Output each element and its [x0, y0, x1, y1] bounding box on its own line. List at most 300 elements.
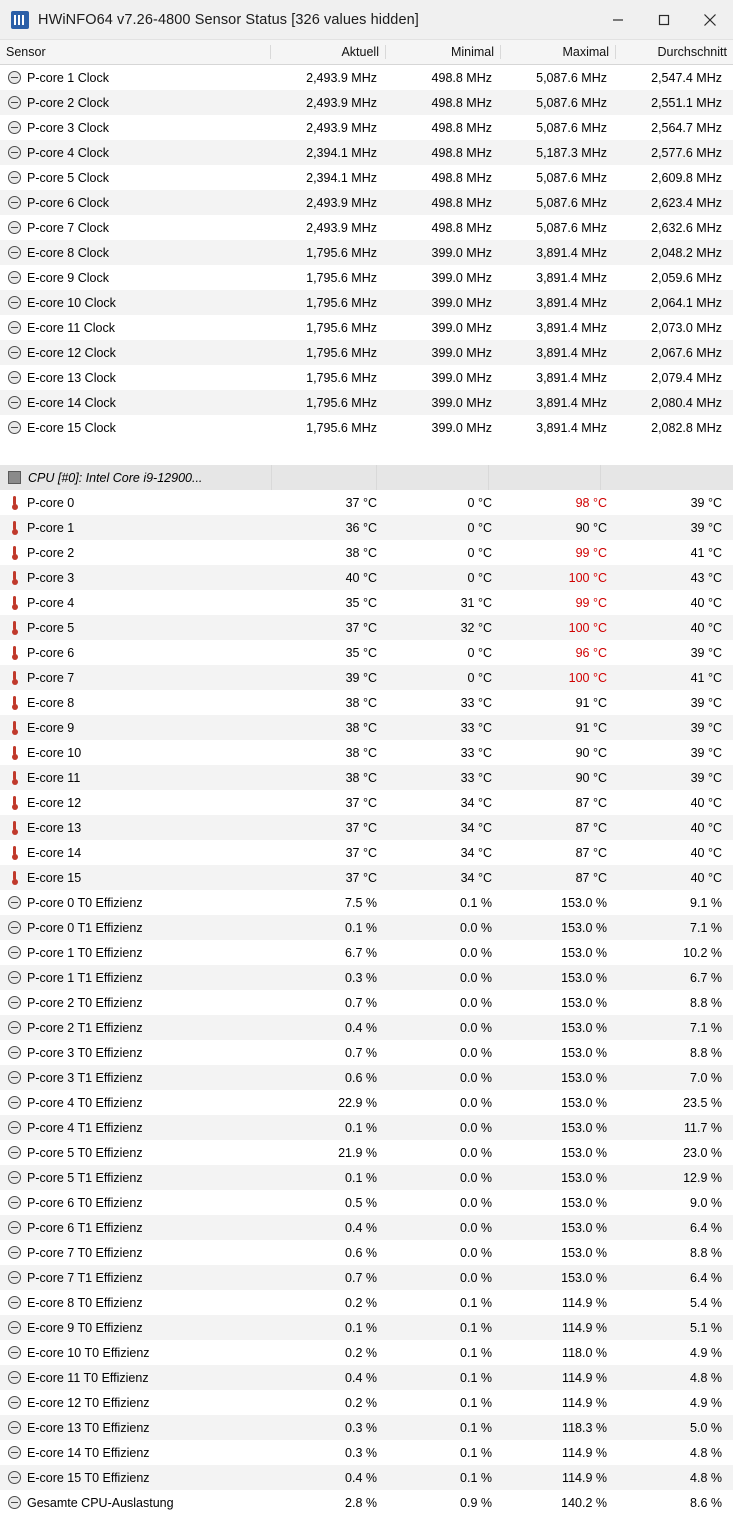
value-current: 21.9 %: [338, 1145, 377, 1160]
table-row[interactable]: [0, 90, 733, 115]
sensor-label: E-core 10: [27, 745, 82, 760]
value-average: 2,059.6 MHz: [651, 270, 722, 285]
sensor-label: E-core 13 T0 Effizienz: [27, 1420, 150, 1435]
value-average: 2,067.6 MHz: [651, 345, 722, 360]
table-row[interactable]: [0, 615, 733, 640]
clock-icon: [8, 171, 21, 184]
value-minimum: 0.0 %: [460, 1270, 492, 1285]
value-maximum: 5,087.6 MHz: [536, 170, 607, 185]
sensor-label: P-core 7 T0 Effizienz: [27, 1245, 143, 1260]
table-row[interactable]: [0, 315, 733, 340]
value-average: 8.8 %: [690, 1245, 722, 1260]
value-average: 12.9 %: [683, 1170, 722, 1185]
sensor-label: P-core 0 T0 Effizienz: [27, 895, 143, 910]
value-average: 8.8 %: [690, 995, 722, 1010]
value-current: 40 °C: [345, 570, 377, 585]
sensor-name-cell: [0, 671, 271, 685]
sensor-label: P-core 7 T1 Effizienz: [27, 1270, 143, 1285]
table-row[interactable]: [0, 815, 733, 840]
sensor-table: [0, 65, 733, 1515]
clock-icon: [8, 146, 21, 159]
value-minimum: 0.1 %: [460, 1470, 492, 1485]
value-minimum: 0.1 %: [460, 1345, 492, 1360]
sensor-name-cell: [0, 1296, 271, 1310]
value-maximum: 90 °C: [575, 520, 607, 535]
value-maximum: 114.9 %: [562, 1445, 607, 1460]
column-header-minimum[interactable]: Minimal: [386, 45, 501, 59]
value-current: 0.6 %: [345, 1245, 377, 1260]
value-maximum: 153.0 %: [561, 1270, 607, 1285]
sensor-label: P-core 1 T1 Effizienz: [27, 970, 143, 985]
table-row[interactable]: [0, 490, 733, 515]
value-maximum: 3,891.4 MHz: [536, 420, 607, 435]
temperature-icon: [8, 571, 21, 584]
table-row[interactable]: [0, 790, 733, 815]
value-maximum: 118.0 %: [562, 1345, 607, 1360]
table-row[interactable]: [0, 1090, 733, 1115]
value-maximum: 153.0 %: [561, 1095, 607, 1110]
value-maximum: 87 °C: [575, 870, 607, 885]
value-current: 2,394.1 MHz: [306, 145, 377, 160]
value-minimum: 0 °C: [467, 545, 492, 560]
value-minimum: 0.0 %: [460, 1095, 492, 1110]
value-average: 2,073.0 MHz: [651, 320, 722, 335]
value-current: 0.2 %: [345, 1395, 377, 1410]
value-average: 2,079.4 MHz: [651, 370, 722, 385]
value-average: 7.1 %: [690, 1020, 722, 1035]
table-row[interactable]: [0, 240, 733, 265]
value-maximum: 5,087.6 MHz: [536, 195, 607, 210]
table-row[interactable]: [0, 365, 733, 390]
value-minimum: 0.0 %: [460, 1170, 492, 1185]
sensor-name-cell: [0, 821, 271, 835]
temperature-icon: [8, 846, 21, 859]
sensor-label: E-core 8 Clock: [27, 245, 109, 260]
value-minimum: 0.0 %: [460, 1045, 492, 1060]
value-maximum: 90 °C: [575, 770, 607, 785]
sensor-name-cell: [0, 1496, 271, 1510]
value-average: 2,082.8 MHz: [651, 420, 722, 435]
table-row[interactable]: [0, 1140, 733, 1165]
value-current: 1,795.6 MHz: [306, 270, 377, 285]
sensor-name-cell: [0, 1096, 271, 1110]
value-current: 0.2 %: [345, 1345, 377, 1360]
value-maximum: 100 °C: [568, 670, 607, 685]
value-minimum: 0.0 %: [460, 1195, 492, 1210]
value-maximum: 3,891.4 MHz: [536, 345, 607, 360]
temperature-icon: [8, 821, 21, 834]
sensor-name-cell: [0, 871, 271, 885]
sensor-name-cell: [0, 1146, 271, 1160]
value-maximum: 153.0 %: [561, 920, 607, 935]
table-row[interactable]: [0, 290, 733, 315]
hwinfo-icon: [11, 11, 29, 29]
temperature-icon: [8, 521, 21, 534]
sensor-label: E-core 14: [27, 845, 82, 860]
window-title: HWiNFO64 v7.26-4800 Sensor Status [326 values hidden]: [38, 11, 419, 28]
value-current: 37 °C: [345, 820, 377, 835]
value-maximum: 91 °C: [575, 720, 607, 735]
close-icon[interactable]: [687, 0, 733, 40]
value-minimum: 0.0 %: [460, 1245, 492, 1260]
value-maximum: 99 °C: [575, 545, 607, 560]
table-row[interactable]: [0, 1240, 733, 1265]
value-average: 2,632.6 MHz: [651, 220, 722, 235]
sensor-label: P-core 0: [27, 495, 75, 510]
sensor-label: E-core 15 T0 Effizienz: [27, 1470, 150, 1485]
value-maximum: 114.9 %: [562, 1370, 607, 1385]
value-current: 2.8 %: [345, 1495, 377, 1510]
value-maximum: 98 °C: [575, 495, 607, 510]
sensor-label: E-core 15: [27, 870, 82, 885]
clock-icon: [8, 1096, 21, 1109]
table-spacer: [0, 440, 733, 465]
table-row[interactable]: [0, 1490, 733, 1515]
sensor-name-cell: [0, 921, 271, 935]
value-average: 40 °C: [690, 620, 722, 635]
value-minimum: 0.0 %: [460, 945, 492, 960]
sensor-name-cell: [0, 1346, 271, 1360]
table-row[interactable]: [0, 640, 733, 665]
value-maximum: 153.0 %: [561, 895, 607, 910]
value-minimum: 0 °C: [467, 495, 492, 510]
value-minimum: 34 °C: [460, 820, 492, 835]
table-row[interactable]: [0, 1415, 733, 1440]
value-average: 6.4 %: [690, 1220, 722, 1235]
table-row[interactable]: [0, 540, 733, 565]
value-minimum: 0.0 %: [460, 1120, 492, 1135]
value-minimum: 498.8 MHz: [431, 195, 492, 210]
value-current: 38 °C: [345, 545, 377, 560]
column-header-current[interactable]: Aktuell: [271, 45, 386, 59]
value-average: 2,577.6 MHz: [651, 145, 722, 160]
value-average: 4.9 %: [690, 1345, 722, 1360]
minimize-icon[interactable]: [595, 0, 641, 40]
sensor-group-header[interactable]: [0, 465, 733, 490]
value-current: 6.7 %: [345, 945, 377, 960]
value-average: 39 °C: [690, 745, 722, 760]
value-maximum: 153.0 %: [561, 970, 607, 985]
table-row[interactable]: [0, 740, 733, 765]
value-minimum: 498.8 MHz: [431, 145, 492, 160]
table-row[interactable]: [0, 590, 733, 615]
sensor-label: E-core 10 T0 Effizienz: [27, 1345, 150, 1360]
sensor-name-cell: [0, 971, 271, 985]
sensor-name-cell: [0, 571, 271, 585]
value-maximum: 153.0 %: [561, 1120, 607, 1135]
value-minimum: 399.0 MHz: [431, 370, 492, 385]
table-row[interactable]: [0, 1190, 733, 1215]
column-header-sensor[interactable]: Sensor: [0, 45, 271, 59]
value-average: 39 °C: [690, 495, 722, 510]
value-maximum: 3,891.4 MHz: [536, 295, 607, 310]
table-row[interactable]: [0, 1340, 733, 1365]
value-average: 2,623.4 MHz: [651, 195, 722, 210]
value-average: 7.0 %: [690, 1070, 722, 1085]
value-maximum: 153.0 %: [561, 1170, 607, 1185]
value-maximum: 153.0 %: [561, 1020, 607, 1035]
value-current: 39 °C: [345, 670, 377, 685]
value-current: 37 °C: [345, 795, 377, 810]
table-row[interactable]: [0, 565, 733, 590]
sensor-name-cell: [0, 146, 271, 160]
sensor-name-cell: [0, 496, 271, 510]
sensor-label: E-core 15 Clock: [27, 420, 116, 435]
sensor-label: P-core 4: [27, 595, 75, 610]
temperature-icon: [8, 621, 21, 634]
sensor-name-cell: [0, 996, 271, 1010]
value-minimum: 34 °C: [460, 795, 492, 810]
table-row[interactable]: [0, 940, 733, 965]
sensor-label: P-core 6 Clock: [27, 195, 109, 210]
value-minimum: 498.8 MHz: [431, 170, 492, 185]
sensor-label: P-core 7: [27, 670, 75, 685]
value-minimum: 0.0 %: [460, 1145, 492, 1160]
table-row[interactable]: [0, 1365, 733, 1390]
table-row[interactable]: [0, 915, 733, 940]
sensor-label: P-core 2 Clock: [27, 95, 109, 110]
sensor-name-cell: [0, 271, 271, 285]
temperature-icon: [8, 771, 21, 784]
value-maximum: 5,187.3 MHz: [536, 145, 607, 160]
value-current: 0.3 %: [345, 1445, 377, 1460]
value-average: 5.4 %: [690, 1295, 722, 1310]
table-row[interactable]: [0, 1315, 733, 1340]
table-row[interactable]: [0, 1065, 733, 1090]
value-average: 2,564.7 MHz: [651, 120, 722, 135]
value-current: 0.7 %: [345, 995, 377, 1010]
value-current: 7.5 %: [345, 895, 377, 910]
value-minimum: 0.1 %: [460, 1295, 492, 1310]
clock-icon: [8, 1446, 21, 1459]
sensor-name-cell: [0, 171, 271, 185]
value-minimum: 0.0 %: [460, 920, 492, 935]
table-row[interactable]: [0, 265, 733, 290]
value-current: 0.1 %: [345, 1320, 377, 1335]
clock-icon: [8, 1421, 21, 1434]
clock-icon: [8, 1221, 21, 1234]
table-row[interactable]: [0, 415, 733, 440]
clock-icon: [8, 1246, 21, 1259]
value-maximum: 153.0 %: [561, 1245, 607, 1260]
table-row[interactable]: [0, 715, 733, 740]
table-row[interactable]: [0, 1215, 733, 1240]
temperature-icon: [8, 871, 21, 884]
sensor-label: E-core 9 Clock: [27, 270, 109, 285]
temperature-icon: [8, 546, 21, 559]
value-minimum: 31 °C: [460, 595, 492, 610]
value-average: 2,048.2 MHz: [651, 245, 722, 260]
value-minimum: 0 °C: [467, 670, 492, 685]
value-maximum: 140.2 %: [561, 1495, 607, 1510]
table-row[interactable]: [0, 65, 733, 90]
table-row[interactable]: [0, 840, 733, 865]
table-row[interactable]: [0, 865, 733, 890]
value-current: 0.5 %: [345, 1195, 377, 1210]
table-row[interactable]: [0, 990, 733, 1015]
value-current: 0.1 %: [345, 1170, 377, 1185]
sensor-name-cell: [0, 621, 271, 635]
clock-icon: [8, 1346, 21, 1359]
value-average: 4.9 %: [690, 1395, 722, 1410]
sensor-name-cell: [0, 1196, 271, 1210]
table-row[interactable]: [0, 890, 733, 915]
clock-icon: [8, 971, 21, 984]
value-minimum: 0 °C: [467, 645, 492, 660]
value-average: 7.1 %: [690, 920, 722, 935]
clock-icon: [8, 921, 21, 934]
table-row[interactable]: [0, 1265, 733, 1290]
clock-icon: [8, 221, 21, 234]
value-average: 40 °C: [690, 870, 722, 885]
value-maximum: 3,891.4 MHz: [536, 395, 607, 410]
sensor-name-cell: [0, 1396, 271, 1410]
temperature-icon: [8, 496, 21, 509]
sensor-name-cell: [0, 71, 271, 85]
clock-icon: [8, 1071, 21, 1084]
value-current: 2,493.9 MHz: [306, 220, 377, 235]
value-current: 35 °C: [345, 595, 377, 610]
value-maximum: 114.9 %: [562, 1320, 607, 1335]
table-row[interactable]: [0, 390, 733, 415]
table-row[interactable]: [0, 215, 733, 240]
table-row[interactable]: [0, 515, 733, 540]
value-current: 1,795.6 MHz: [306, 245, 377, 260]
temperature-icon: [8, 596, 21, 609]
value-average: 41 °C: [690, 670, 722, 685]
sensor-label: P-core 0 T1 Effizienz: [27, 920, 143, 935]
value-maximum: 3,891.4 MHz: [536, 245, 607, 260]
clock-icon: [8, 1271, 21, 1284]
value-maximum: 90 °C: [575, 745, 607, 760]
sensor-name-cell: [0, 346, 271, 360]
table-row[interactable]: [0, 165, 733, 190]
value-current: 1,795.6 MHz: [306, 320, 377, 335]
sensor-name-cell: [0, 846, 271, 860]
column-header-average[interactable]: Durchschnitt: [657, 45, 727, 59]
sensor-name-cell: [0, 1446, 271, 1460]
clock-icon: [8, 1171, 21, 1184]
value-current: 22.9 %: [338, 1095, 377, 1110]
value-current: 0.7 %: [345, 1045, 377, 1060]
value-current: 37 °C: [345, 495, 377, 510]
clock-icon: [8, 1471, 21, 1484]
value-average: 2,547.4 MHz: [651, 70, 722, 85]
value-maximum: 87 °C: [575, 845, 607, 860]
sensor-name-cell: [0, 521, 271, 535]
clock-icon: [8, 1321, 21, 1334]
value-current: 0.4 %: [345, 1370, 377, 1385]
table-row[interactable]: [0, 1390, 733, 1415]
sensor-label: P-core 1 T0 Effizienz: [27, 945, 143, 960]
value-maximum: 96 °C: [575, 645, 607, 660]
value-maximum: 114.9 %: [562, 1295, 607, 1310]
sensor-label: P-core 5 Clock: [27, 170, 109, 185]
value-current: 0.4 %: [345, 1020, 377, 1035]
maximize-icon[interactable]: [641, 0, 687, 40]
table-row[interactable]: [0, 1040, 733, 1065]
clock-icon: [8, 96, 21, 109]
value-current: 1,795.6 MHz: [306, 370, 377, 385]
table-row[interactable]: [0, 115, 733, 140]
value-minimum: 0.0 %: [460, 1020, 492, 1035]
value-current: 0.1 %: [345, 1120, 377, 1135]
clock-icon: [8, 246, 21, 259]
value-minimum: 399.0 MHz: [431, 345, 492, 360]
value-average: 23.0 %: [683, 1145, 722, 1160]
clock-icon: [8, 121, 21, 134]
sensor-name-cell: [0, 1046, 271, 1060]
value-average: 8.6 %: [690, 1495, 722, 1510]
table-row[interactable]: [0, 1290, 733, 1315]
sensor-label: P-core 6: [27, 645, 75, 660]
value-minimum: 399.0 MHz: [431, 420, 492, 435]
clock-icon: [8, 371, 21, 384]
value-current: 37 °C: [345, 870, 377, 885]
table-row[interactable]: [0, 1115, 733, 1140]
value-maximum: 114.9 %: [562, 1470, 607, 1485]
table-row[interactable]: [0, 665, 733, 690]
sensor-name-cell: [0, 1421, 271, 1435]
value-maximum: 87 °C: [575, 795, 607, 810]
column-header-maximum[interactable]: Maximal: [501, 45, 616, 59]
table-row[interactable]: [0, 765, 733, 790]
table-row[interactable]: [0, 1440, 733, 1465]
value-minimum: 0 °C: [467, 520, 492, 535]
clock-icon: [8, 896, 21, 909]
clock-icon: [8, 996, 21, 1009]
value-average: 2,609.8 MHz: [651, 170, 722, 185]
sensor-name-cell: [0, 596, 271, 610]
table-row[interactable]: [0, 690, 733, 715]
value-average: 2,551.1 MHz: [651, 95, 722, 110]
sensor-name-cell: [0, 96, 271, 110]
clock-icon: [8, 1371, 21, 1384]
sensor-name-cell: [0, 796, 271, 810]
title-bar[interactable]: [0, 0, 733, 40]
value-current: 0.3 %: [345, 970, 377, 985]
value-minimum: 0.1 %: [460, 1420, 492, 1435]
value-current: 1,795.6 MHz: [306, 295, 377, 310]
table-row[interactable]: [0, 140, 733, 165]
value-maximum: 5,087.6 MHz: [536, 70, 607, 85]
value-minimum: 0.1 %: [460, 895, 492, 910]
table-row[interactable]: [0, 965, 733, 990]
value-current: 38 °C: [345, 695, 377, 710]
table-row[interactable]: [0, 1015, 733, 1040]
value-current: 0.2 %: [345, 1295, 377, 1310]
value-average: 9.0 %: [690, 1195, 722, 1210]
table-row[interactable]: [0, 190, 733, 215]
value-minimum: 498.8 MHz: [431, 70, 492, 85]
sensor-name-cell: [0, 1021, 271, 1035]
clock-icon: [8, 321, 21, 334]
value-current: 1,795.6 MHz: [306, 395, 377, 410]
temperature-icon: [8, 646, 21, 659]
sensor-label: E-core 11: [27, 770, 81, 785]
sensor-label: E-core 11 Clock: [27, 320, 115, 335]
value-maximum: 118.3 %: [562, 1420, 607, 1435]
value-average: 10.2 %: [683, 945, 722, 960]
table-row[interactable]: [0, 340, 733, 365]
value-current: 37 °C: [345, 620, 377, 635]
value-average: 6.4 %: [690, 1270, 722, 1285]
value-minimum: 33 °C: [460, 745, 492, 760]
sensor-label: P-core 3 T1 Effizienz: [27, 1070, 143, 1085]
table-row[interactable]: [0, 1465, 733, 1490]
table-row[interactable]: [0, 1165, 733, 1190]
sensor-label: P-core 4 T1 Effizienz: [27, 1120, 143, 1135]
